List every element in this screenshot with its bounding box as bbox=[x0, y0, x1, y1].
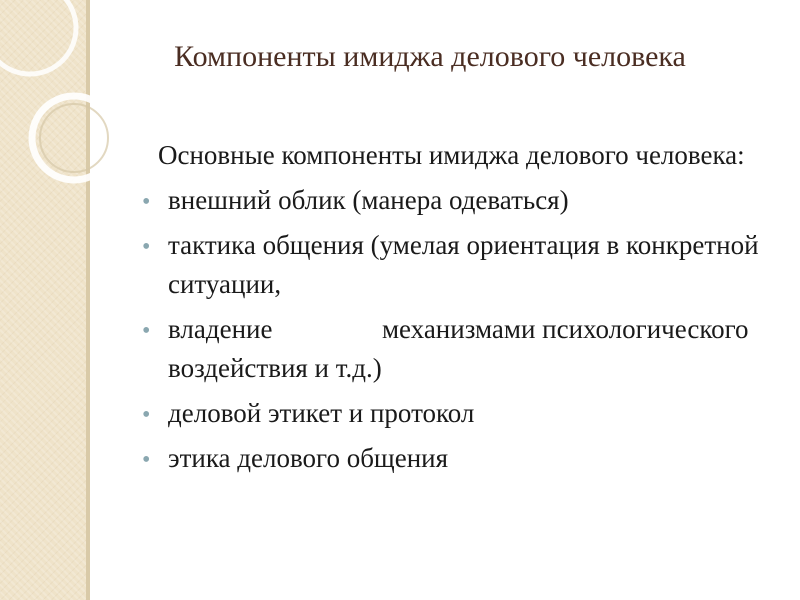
list-item bbox=[140, 394, 780, 433]
bullet-icon: • bbox=[142, 402, 151, 428]
bullet-icon: • bbox=[142, 447, 151, 473]
list-item bbox=[140, 310, 780, 388]
list-item-text: тактика общения (умелая ориентация в конкретной ситуации, bbox=[168, 230, 759, 299]
list-item-text: деловой этикет и протокол bbox=[168, 398, 475, 428]
list-item-text-second: механизмами психологического воздействия и т.д.) bbox=[168, 314, 749, 383]
slide-body bbox=[140, 136, 780, 484]
bullet-icon: • bbox=[142, 318, 151, 344]
list-item-text: внешний облик (манера одеваться) bbox=[168, 185, 569, 215]
bullet-icon: • bbox=[142, 189, 151, 215]
decorative-rings-icon bbox=[0, 0, 140, 220]
list-item-text: этика делового общения bbox=[168, 443, 449, 473]
bullet-icon: • bbox=[142, 234, 151, 260]
list-item bbox=[140, 181, 780, 220]
bullet-list bbox=[140, 181, 780, 478]
list-item bbox=[140, 439, 780, 478]
list-item bbox=[140, 226, 780, 304]
slide-title: Компоненты имиджа делового человека bbox=[174, 40, 686, 73]
list-item-text-first: владение bbox=[168, 314, 273, 344]
intro-text: Основные компоненты имиджа делового человека: bbox=[158, 140, 745, 170]
